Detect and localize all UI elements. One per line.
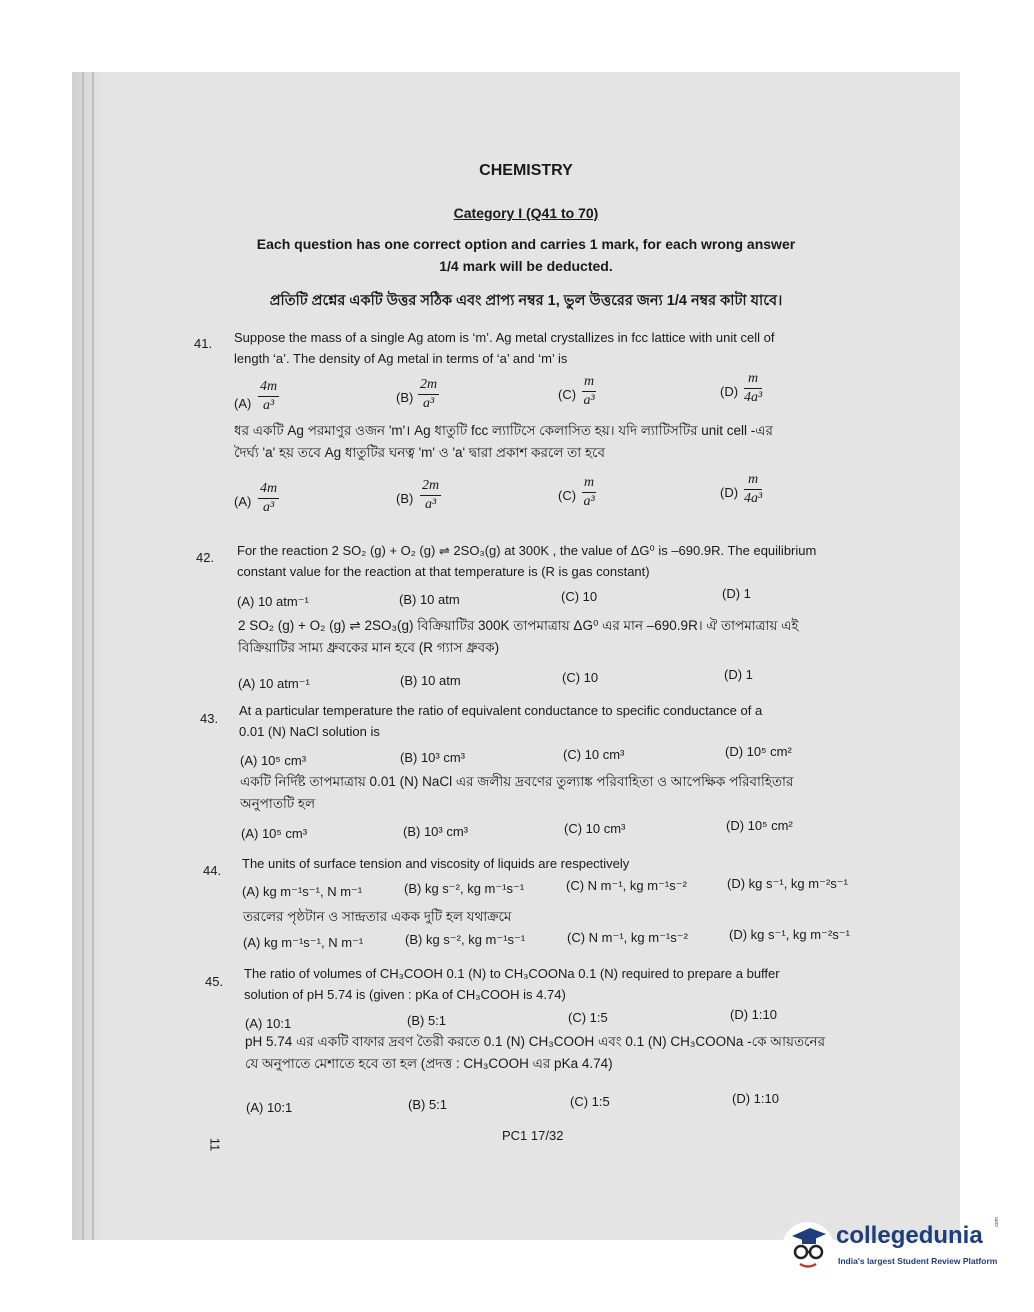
option-fraction: $\frac{m}{\text{a³}}$ bbox=[583, 475, 595, 509]
option-label: (A) bbox=[234, 396, 252, 411]
question-text-en: Suppose the mass of a single Ag atom is ‘m’. Ag metal crystallizes in fcc lattice with unit cell of length ‘a’. The density of Ag metal in terms of ‘a’ and ‘m’ is bbox=[234, 330, 775, 366]
brand-tld: .com bbox=[994, 1217, 1000, 1228]
option-c: (C) 1:5 bbox=[570, 1094, 610, 1109]
option-fraction: $\frac{m}{\text{4a³}}$ bbox=[744, 371, 763, 405]
option-d: (D) kg s⁻¹, kg m⁻²s⁻¹ bbox=[727, 876, 848, 891]
option-fraction: $\frac{m}{\text{4a³}}$ bbox=[744, 472, 763, 506]
option-b: (B) 10 atm bbox=[399, 592, 460, 607]
option-c: (C) 10 bbox=[562, 670, 599, 685]
option-a: (A) kg m⁻¹s⁻¹, N m⁻¹ bbox=[243, 935, 364, 950]
page-title: CHEMISTRY bbox=[479, 162, 573, 179]
option-label: (A) bbox=[234, 494, 252, 509]
page-code: PC1 17/32 bbox=[502, 1128, 564, 1143]
option-fraction: $\frac{2m}{\text{a³}}$ bbox=[420, 377, 438, 411]
option-fraction: $\frac{m}{\text{a³}}$ bbox=[583, 374, 595, 408]
question-number: 45. bbox=[205, 974, 224, 989]
question-text-en: The units of surface tension and viscosity of liquids are respectively bbox=[242, 856, 630, 871]
question-number: 41. bbox=[194, 336, 213, 351]
option-c: (C) N m⁻¹, kg m⁻¹s⁻² bbox=[566, 878, 687, 893]
option-a: (A) 10:1 bbox=[245, 1016, 292, 1031]
option-fraction: $\frac{4m}{\text{a³}}$ bbox=[260, 481, 278, 515]
option-label: (D) bbox=[720, 384, 739, 399]
question-number: 43. bbox=[200, 711, 219, 726]
option-b: (B) 10³ cm³ bbox=[403, 824, 468, 839]
option-d: (D) 1 bbox=[722, 586, 751, 601]
option-a: (A) kg m⁻¹s⁻¹, N m⁻¹ bbox=[242, 884, 363, 899]
option-b: (B) 5:1 bbox=[407, 1013, 447, 1028]
option-fraction: $\frac{2m}{\text{a³}}$ bbox=[422, 478, 440, 512]
option-b: (B) 5:1 bbox=[408, 1097, 448, 1112]
option-b: (B) kg s⁻², kg m⁻¹s⁻¹ bbox=[404, 881, 525, 896]
option-d: (D) 10⁵ cm² bbox=[726, 818, 793, 833]
option-a: (A) 10 atm⁻¹ bbox=[238, 676, 310, 691]
question-text-en: The ratio of volumes of CH₃COOH 0.1 (N) to CH₃COONa 0.1 (N) required to prepare a buffer solution of pH 5.74 is (given : pKa of CH₃COOH is 4.74) bbox=[244, 966, 780, 1002]
question-text-bn: 2 SO₂ (g) + O₂ (g) ⇌ 2SO₃(g) বিক্রিয়াটির 300K তাপমাত্রায় ΔG⁰ এর মান –690.9R। ঐ তাপমাত্রায় এই বিক্রিয়াটির সাম্য ধ্রুবকের মান হবে (R গ্যাস ধ্রুবক) bbox=[238, 618, 799, 655]
question-text-bn: ধর একটি Ag পরমাণুর ওজন 'm'। Ag ধাতুটি fcc ল্যাটিসে কেলাসিত হয়। যদি ল্যাটিসটির unit cell -এর দৈর্ঘ্য 'a' হয় তবে Ag ধাতুটির ঘনত্ব 'm' ও 'a' দ্বারা প্রকাশ করলে তা হবে bbox=[234, 423, 773, 460]
option-c: (C) 10 cm³ bbox=[563, 747, 625, 762]
option-a: (A) 10 atm⁻¹ bbox=[237, 594, 309, 609]
option-d: (D) 1:10 bbox=[732, 1091, 779, 1106]
option-c: (C) N m⁻¹, kg m⁻¹s⁻² bbox=[567, 930, 688, 945]
question-text-bn: তরলের পৃষ্ঠটান ও সান্দ্রতার একক দুটি হল যথাক্রমে bbox=[243, 909, 512, 924]
question-number: 42. bbox=[196, 550, 215, 565]
option-c: (C) 10 cm³ bbox=[564, 821, 626, 836]
instruction-english: Each question has one correct option and carries 1 mark, for each wrong answer 1/4 mark will be deducted. bbox=[256, 236, 796, 274]
option-d: (D) kg s⁻¹, kg m⁻²s⁻¹ bbox=[729, 927, 850, 942]
question-text-bn: একটি নির্দিষ্ট তাপমাত্রায় 0.01 (N) NaCl এর জলীয় দ্রবণের তুল্যাঙ্ক পরিবাহিতা ও আপেক্ষিক পরিবাহিতার অনুপাতটি হল bbox=[240, 774, 794, 811]
instruction-bengali: প্রতিটি প্রশ্নের একটি উত্তর সঠিক এবং প্রাপ্য নম্বর 1, ভুল উত্তরের জন্য 1/4 নম্বর কাটা যাবে। bbox=[269, 293, 783, 309]
option-a: (A) 10⁵ cm³ bbox=[240, 753, 307, 768]
option-label: (C) bbox=[558, 387, 577, 402]
question-number: 44. bbox=[203, 863, 222, 878]
option-c: (C) 10 bbox=[561, 589, 598, 604]
brand-tagline: India's largest Student Review Platform bbox=[838, 1256, 998, 1266]
option-b: (B) 10 atm bbox=[400, 673, 461, 688]
option-d: (D) 10⁵ cm² bbox=[725, 744, 792, 759]
option-c: (C) 1:5 bbox=[568, 1010, 608, 1025]
question-text-en: For the reaction 2 SO₂ (g) + O₂ (g) ⇌ 2SO₃(g) at 300K , the value of ΔG⁰ is –690.9R. The equilibrium constant value for the reaction at that temperature is (R is gas constant) bbox=[237, 543, 817, 579]
option-d: (D) 1 bbox=[724, 667, 753, 682]
category-heading: Category I (Q41 to 70) bbox=[453, 205, 599, 221]
question-text-bn: pH 5.74 এর একটি বাফার দ্রবণ তৈরী করতে 0.1 (N) CH₃COOH এবং 0.1 (N) CH₃COONa -কে আয়তনের যে অনুপাতে মেশাতে হবে তা হল (প্রদত্ত : CH₃COOH এর pKa 4.74) bbox=[245, 1034, 826, 1071]
option-d: (D) 1:10 bbox=[730, 1007, 777, 1022]
option-label: (D) bbox=[720, 485, 739, 500]
option-label: (B) bbox=[396, 390, 414, 405]
option-b: (B) kg s⁻², kg m⁻¹s⁻¹ bbox=[405, 932, 526, 947]
option-label: (C) bbox=[558, 488, 577, 503]
option-fraction: $\frac{4m}{\text{a³}}$ bbox=[260, 379, 278, 413]
option-label: (B) bbox=[396, 491, 414, 506]
margin-mark: 11 bbox=[207, 1137, 223, 1152]
option-b: (B) 10³ cm³ bbox=[400, 750, 465, 765]
option-a: (A) 10:1 bbox=[246, 1100, 293, 1115]
option-a: (A) 10⁵ cm³ bbox=[241, 826, 308, 841]
question-text-en: At a particular temperature the ratio of equivalent conductance to specific conductance of a 0.01 (N) NaCl solution is bbox=[239, 703, 763, 739]
brand-name: collegedunia bbox=[836, 1222, 983, 1249]
